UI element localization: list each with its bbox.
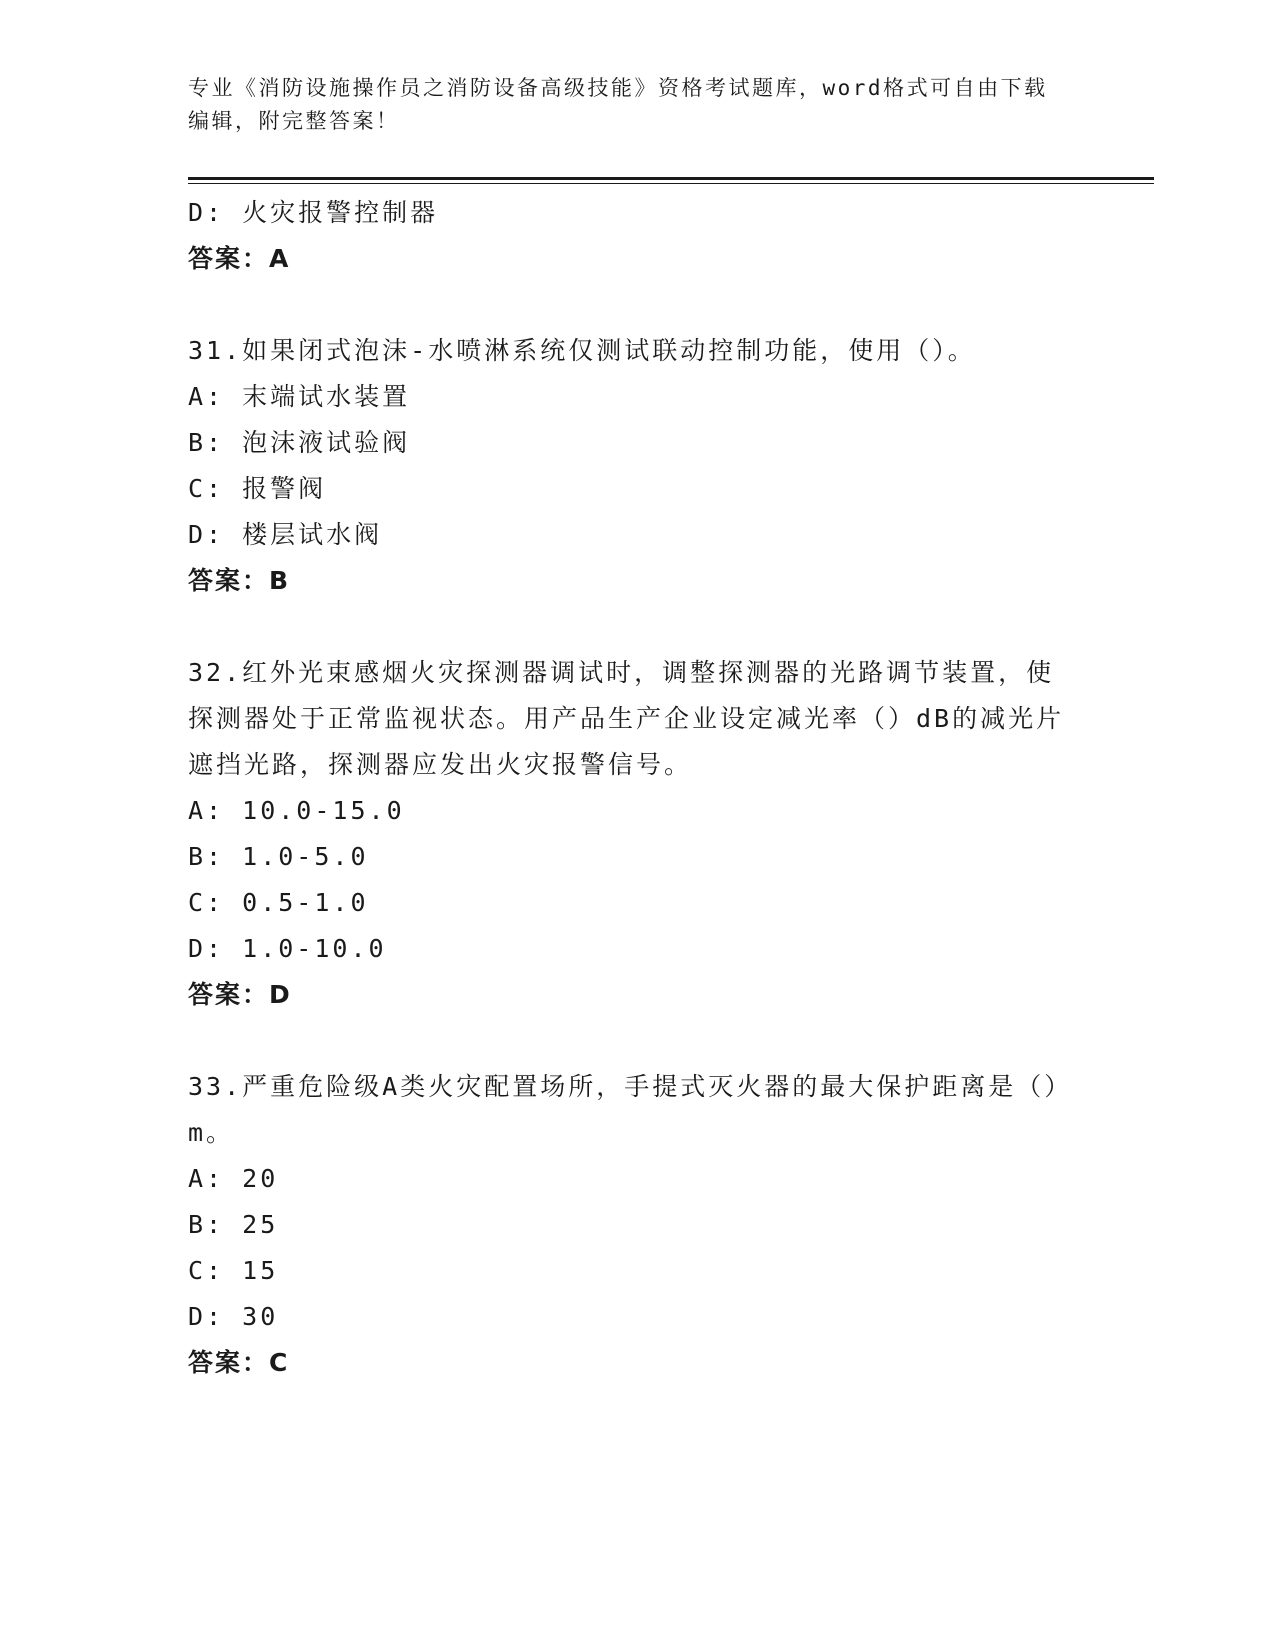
answer-line: 答案：D bbox=[188, 980, 292, 1009]
option-a: A: 20 bbox=[188, 1164, 279, 1193]
header-divider-thick bbox=[188, 177, 1154, 180]
option-d: D: 楼层试水阀 bbox=[188, 520, 383, 549]
question-stem: 31.如果闭式泡沫-水喷淋系统仅测试联动控制功能，使用（）。 bbox=[188, 336, 976, 365]
spacer bbox=[188, 282, 1078, 328]
answer-line: 答案：B bbox=[188, 566, 291, 595]
spacer bbox=[188, 604, 1078, 650]
option-d: D: 火灾报警控制器 bbox=[188, 198, 439, 227]
question-list bbox=[188, 190, 1078, 1386]
option-b: B: 1.0-5.0 bbox=[188, 842, 369, 871]
question-stem: 33.严重危险级A类火灾配置场所，手提式灭火器的最大保护距离是（）m。 bbox=[188, 1072, 1073, 1147]
question-32 bbox=[188, 650, 1078, 1018]
option-d: D: 1.0-10.0 bbox=[188, 934, 387, 963]
answer-line: 答案：A bbox=[188, 244, 291, 273]
question-33 bbox=[188, 1064, 1078, 1386]
header-divider-thin bbox=[188, 183, 1154, 184]
option-a: A: 末端试水装置 bbox=[188, 382, 411, 411]
option-a: A: 10.0-15.0 bbox=[188, 796, 405, 825]
question-stem: 32.红外光束感烟火灾探测器调试时，调整探测器的光路调节装置，使探测器处于正常监视状态。用产品生产企业设定减光率（）dB的减光片遮挡光路，探测器应发出火灾报警信号。 bbox=[188, 658, 1065, 779]
option-b: B: 25 bbox=[188, 1210, 279, 1239]
option-c: C: 0.5-1.0 bbox=[188, 888, 369, 917]
spacer bbox=[188, 1018, 1078, 1064]
answer-line: 答案：C bbox=[188, 1348, 290, 1377]
option-d: D: 30 bbox=[188, 1302, 279, 1331]
document-header: 专业《消防设施操作员之消防设备高级技能》资格考试题库，word格式可自由下载编辑，附完整答案！ bbox=[188, 76, 1048, 133]
option-c: C: 报警阀 bbox=[188, 474, 327, 503]
option-b: B: 泡沫液试验阀 bbox=[188, 428, 411, 457]
question-31 bbox=[188, 328, 1078, 604]
option-c: C: 15 bbox=[188, 1256, 279, 1285]
